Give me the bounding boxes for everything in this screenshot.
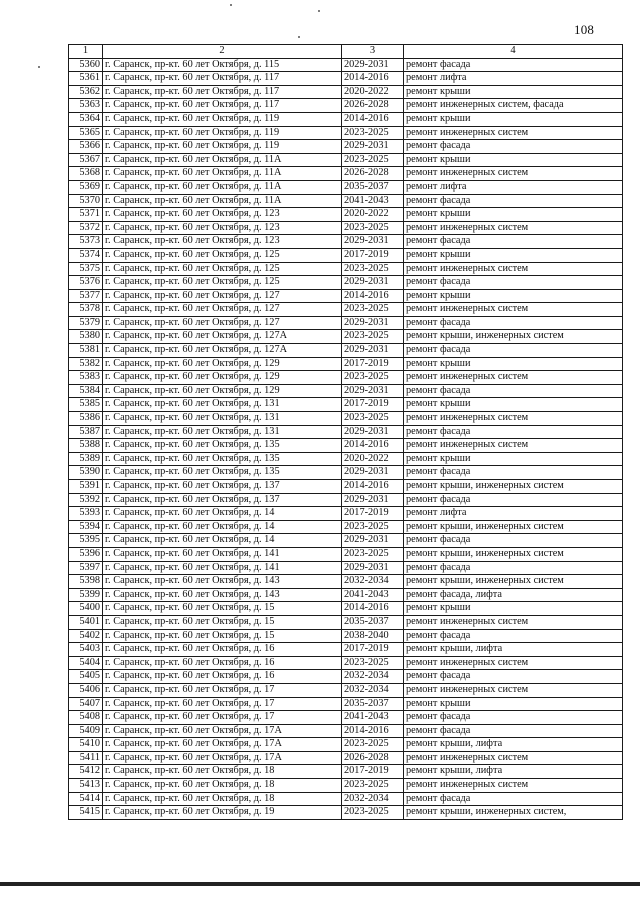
row-work-type: ремонт инженерных систем — [404, 751, 623, 765]
row-period: 2032-2034 — [342, 575, 404, 589]
scan-speck — [298, 36, 300, 38]
table-row — [69, 221, 623, 235]
row-period: 2014-2016 — [342, 72, 404, 86]
row-period: 2023-2025 — [342, 303, 404, 317]
row-work-type: ремонт фасада — [404, 235, 623, 249]
row-number: 5395 — [69, 534, 103, 548]
row-number: 5413 — [69, 779, 103, 793]
row-number: 5383 — [69, 371, 103, 385]
row-address: г. Саранск, пр-кт. 60 лет Октября, д. 135 — [103, 439, 342, 453]
row-number: 5415 — [69, 806, 103, 820]
row-number: 5402 — [69, 629, 103, 643]
row-number: 5362 — [69, 85, 103, 99]
row-work-type: ремонт фасада — [404, 194, 623, 208]
row-work-type: ремонт фасада — [404, 561, 623, 575]
row-work-type: ремонт фасада — [404, 670, 623, 684]
row-number: 5387 — [69, 425, 103, 439]
table-row — [69, 425, 623, 439]
row-number: 5414 — [69, 792, 103, 806]
table-row — [69, 806, 623, 820]
bottom-scan-border — [0, 882, 640, 886]
row-period: 2029-2031 — [342, 235, 404, 249]
table-row — [69, 235, 623, 249]
row-address: г. Саранск, пр-кт. 60 лет Октября, д. 119 — [103, 112, 342, 126]
table-row — [69, 738, 623, 752]
row-address: г. Саранск, пр-кт. 60 лет Октября, д. 127 — [103, 289, 342, 303]
row-address: г. Саранск, пр-кт. 60 лет Октября, д. 11А — [103, 194, 342, 208]
row-number: 5397 — [69, 561, 103, 575]
table-row — [69, 480, 623, 494]
page-number: 108 — [574, 22, 595, 37]
row-address: г. Саранск, пр-кт. 60 лет Октября, д. 17А — [103, 738, 342, 752]
row-address: г. Саранск, пр-кт. 60 лет Октября, д. 15 — [103, 629, 342, 643]
row-work-type: ремонт инженерных систем — [404, 683, 623, 697]
table-row — [69, 208, 623, 222]
row-period: 2035-2037 — [342, 697, 404, 711]
row-address: г. Саранск, пр-кт. 60 лет Октября, д. 14 — [103, 520, 342, 534]
table-row — [69, 384, 623, 398]
row-address: г. Саранск, пр-кт. 60 лет Октября, д. 125 — [103, 248, 342, 262]
row-number: 5389 — [69, 452, 103, 466]
header-col-address: 2 — [103, 45, 342, 59]
row-address: г. Саранск, пр-кт. 60 лет Октября, д. 125 — [103, 262, 342, 276]
table-row — [69, 520, 623, 534]
row-address: г. Саранск, пр-кт. 60 лет Октября, д. 143 — [103, 575, 342, 589]
row-address: г. Саранск, пр-кт. 60 лет Октября, д. 123 — [103, 235, 342, 249]
row-address: г. Саранск, пр-кт. 60 лет Октября, д. 11А — [103, 153, 342, 167]
row-address: г. Саранск, пр-кт. 60 лет Октября, д. 131 — [103, 425, 342, 439]
table-row — [69, 643, 623, 657]
table-row — [69, 276, 623, 290]
row-work-type: ремонт крыши, инженерных систем — [404, 330, 623, 344]
row-work-type: ремонт инженерных систем — [404, 371, 623, 385]
row-period: 2029-2031 — [342, 316, 404, 330]
row-number: 5382 — [69, 357, 103, 371]
table-row — [69, 697, 623, 711]
row-period: 2029-2031 — [342, 493, 404, 507]
row-work-type: ремонт инженерных систем — [404, 412, 623, 426]
table-row — [69, 180, 623, 194]
row-work-type: ремонт крыши, инженерных систем — [404, 520, 623, 534]
row-address: г. Саранск, пр-кт. 60 лет Октября, д. 16 — [103, 670, 342, 684]
row-period: 2029-2031 — [342, 276, 404, 290]
row-number: 5374 — [69, 248, 103, 262]
table-row — [69, 58, 623, 72]
row-address: г. Саранск, пр-кт. 60 лет Октября, д. 19 — [103, 806, 342, 820]
row-period: 2023-2025 — [342, 412, 404, 426]
row-address: г. Саранск, пр-кт. 60 лет Октября, д. 17 — [103, 711, 342, 725]
row-work-type: ремонт крыши, лифта — [404, 765, 623, 779]
table-row — [69, 112, 623, 126]
row-work-type: ремонт крыши, лифта — [404, 738, 623, 752]
row-number: 5360 — [69, 58, 103, 72]
table-row — [69, 751, 623, 765]
header-col-work-type: 4 — [404, 45, 623, 59]
row-number: 5405 — [69, 670, 103, 684]
header-col-number: 1 — [69, 45, 103, 59]
row-number: 5363 — [69, 99, 103, 113]
row-address: г. Саранск, пр-кт. 60 лет Октября, д. 129 — [103, 371, 342, 385]
row-work-type: ремонт крыши — [404, 289, 623, 303]
row-period: 2041-2043 — [342, 194, 404, 208]
row-period: 2023-2025 — [342, 520, 404, 534]
row-work-type: ремонт фасада — [404, 724, 623, 738]
row-address: г. Саранск, пр-кт. 60 лет Октября, д. 17А — [103, 724, 342, 738]
row-period: 2029-2031 — [342, 58, 404, 72]
row-period: 2014-2016 — [342, 439, 404, 453]
table-row — [69, 371, 623, 385]
row-period: 2023-2025 — [342, 221, 404, 235]
row-address: г. Саранск, пр-кт. 60 лет Октября, д. 135 — [103, 452, 342, 466]
row-work-type: ремонт фасада — [404, 629, 623, 643]
row-work-type: ремонт крыши — [404, 452, 623, 466]
row-period: 2017-2019 — [342, 507, 404, 521]
row-work-type: ремонт лифта — [404, 507, 623, 521]
repair-schedule-table — [68, 44, 623, 820]
row-work-type: ремонт лифта — [404, 72, 623, 86]
row-work-type: ремонт инженерных систем — [404, 303, 623, 317]
row-number: 5367 — [69, 153, 103, 167]
row-work-type: ремонт фасада — [404, 792, 623, 806]
row-address: г. Саранск, пр-кт. 60 лет Октября, д. 137 — [103, 493, 342, 507]
table-row — [69, 303, 623, 317]
row-period: 2026-2028 — [342, 99, 404, 113]
row-period: 2035-2037 — [342, 180, 404, 194]
row-period: 2026-2028 — [342, 751, 404, 765]
row-number: 5386 — [69, 412, 103, 426]
table-row — [69, 575, 623, 589]
header-col-period: 3 — [342, 45, 404, 59]
row-period: 2032-2034 — [342, 792, 404, 806]
row-number: 5369 — [69, 180, 103, 194]
table-row — [69, 615, 623, 629]
row-number: 5392 — [69, 493, 103, 507]
row-number: 5370 — [69, 194, 103, 208]
row-number: 5403 — [69, 643, 103, 657]
row-period: 2014-2016 — [342, 724, 404, 738]
row-period: 2023-2025 — [342, 262, 404, 276]
row-number: 5376 — [69, 276, 103, 290]
row-address: г. Саранск, пр-кт. 60 лет Октября, д. 18 — [103, 792, 342, 806]
row-number: 5391 — [69, 480, 103, 494]
row-period: 2029-2031 — [342, 466, 404, 480]
row-address: г. Саранск, пр-кт. 60 лет Октября, д. 119 — [103, 140, 342, 154]
row-address: г. Саранск, пр-кт. 60 лет Октября, д. 11А — [103, 180, 342, 194]
table-row — [69, 792, 623, 806]
row-period: 2014-2016 — [342, 289, 404, 303]
row-work-type: ремонт фасада — [404, 58, 623, 72]
row-work-type: ремонт инженерных систем — [404, 262, 623, 276]
row-number: 5371 — [69, 208, 103, 222]
row-number: 5364 — [69, 112, 103, 126]
row-address: г. Саранск, пр-кт. 60 лет Октября, д. 15 — [103, 615, 342, 629]
row-work-type: ремонт фасада — [404, 493, 623, 507]
row-number: 5372 — [69, 221, 103, 235]
table-row — [69, 588, 623, 602]
row-work-type: ремонт крыши — [404, 697, 623, 711]
row-number: 5394 — [69, 520, 103, 534]
row-number: 5375 — [69, 262, 103, 276]
row-address: г. Саранск, пр-кт. 60 лет Октября, д. 14 — [103, 507, 342, 521]
row-address: г. Саранск, пр-кт. 60 лет Октября, д. 17А — [103, 751, 342, 765]
table-row — [69, 683, 623, 697]
row-number: 5400 — [69, 602, 103, 616]
row-period: 2029-2031 — [342, 140, 404, 154]
row-address: г. Саранск, пр-кт. 60 лет Октября, д. 11А — [103, 167, 342, 181]
scan-speck — [318, 10, 320, 12]
row-number: 5365 — [69, 126, 103, 140]
table-row — [69, 670, 623, 684]
row-work-type: ремонт инженерных систем — [404, 221, 623, 235]
row-number: 5379 — [69, 316, 103, 330]
table-row — [69, 466, 623, 480]
row-period: 2035-2037 — [342, 615, 404, 629]
table-row — [69, 656, 623, 670]
row-work-type: ремонт инженерных систем — [404, 656, 623, 670]
row-period: 2023-2025 — [342, 738, 404, 752]
row-period: 2017-2019 — [342, 398, 404, 412]
row-period: 2041-2043 — [342, 711, 404, 725]
row-work-type: ремонт фасада — [404, 711, 623, 725]
row-work-type: ремонт крыши, лифта — [404, 643, 623, 657]
table-row — [69, 289, 623, 303]
row-period: 2032-2034 — [342, 683, 404, 697]
row-address: г. Саранск, пр-кт. 60 лет Октября, д. 15 — [103, 602, 342, 616]
row-work-type: ремонт фасада, лифта — [404, 588, 623, 602]
row-address: г. Саранск, пр-кт. 60 лет Октября, д. 127 — [103, 303, 342, 317]
row-work-type: ремонт крыши — [404, 112, 623, 126]
row-period: 2041-2043 — [342, 588, 404, 602]
row-period: 2032-2034 — [342, 670, 404, 684]
row-address: г. Саранск, пр-кт. 60 лет Октября, д. 135 — [103, 466, 342, 480]
row-period: 2017-2019 — [342, 248, 404, 262]
row-address: г. Саранск, пр-кт. 60 лет Октября, д. 16 — [103, 656, 342, 670]
row-address: г. Саранск, пр-кт. 60 лет Октября, д. 125 — [103, 276, 342, 290]
row-number: 5399 — [69, 588, 103, 602]
table-row — [69, 439, 623, 453]
row-address: г. Саранск, пр-кт. 60 лет Октября, д. 16 — [103, 643, 342, 657]
row-address: г. Саранск, пр-кт. 60 лет Октября, д. 17 — [103, 697, 342, 711]
row-number: 5409 — [69, 724, 103, 738]
row-work-type: ремонт крыши — [404, 208, 623, 222]
row-work-type: ремонт инженерных систем — [404, 779, 623, 793]
row-work-type: ремонт фасада — [404, 140, 623, 154]
table-row — [69, 398, 623, 412]
table-row — [69, 194, 623, 208]
row-period: 2023-2025 — [342, 806, 404, 820]
row-number: 5410 — [69, 738, 103, 752]
table-row — [69, 126, 623, 140]
scan-speck — [38, 66, 40, 68]
table-row — [69, 724, 623, 738]
table-row — [69, 534, 623, 548]
row-number: 5401 — [69, 615, 103, 629]
row-period: 2014-2016 — [342, 112, 404, 126]
row-work-type: ремонт крыши — [404, 248, 623, 262]
row-work-type: ремонт фасада — [404, 316, 623, 330]
row-period: 2023-2025 — [342, 153, 404, 167]
row-address: г. Саранск, пр-кт. 60 лет Октября, д. 141 — [103, 561, 342, 575]
table-row — [69, 330, 623, 344]
table-row — [69, 779, 623, 793]
row-number: 5398 — [69, 575, 103, 589]
row-work-type: ремонт фасада — [404, 344, 623, 358]
row-work-type: ремонт лифта — [404, 180, 623, 194]
row-address: г. Саранск, пр-кт. 60 лет Октября, д. 131 — [103, 398, 342, 412]
table-row — [69, 561, 623, 575]
row-address: г. Саранск, пр-кт. 60 лет Октября, д. 127А — [103, 344, 342, 358]
row-address: г. Саранск, пр-кт. 60 лет Октября, д. 143 — [103, 588, 342, 602]
row-period: 2029-2031 — [342, 534, 404, 548]
table-row — [69, 507, 623, 521]
row-period: 2023-2025 — [342, 656, 404, 670]
row-work-type: ремонт фасада — [404, 384, 623, 398]
table-row — [69, 72, 623, 86]
row-work-type: ремонт фасада — [404, 276, 623, 290]
row-period: 2020-2022 — [342, 452, 404, 466]
row-period: 2026-2028 — [342, 167, 404, 181]
row-number: 5412 — [69, 765, 103, 779]
row-address: г. Саранск, пр-кт. 60 лет Октября, д. 117 — [103, 99, 342, 113]
table-row — [69, 99, 623, 113]
row-period: 2014-2016 — [342, 480, 404, 494]
row-address: г. Саранск, пр-кт. 60 лет Октября, д. 18 — [103, 765, 342, 779]
row-address: г. Саранск, пр-кт. 60 лет Октября, д. 129 — [103, 357, 342, 371]
table-row — [69, 602, 623, 616]
row-period: 2014-2016 — [342, 602, 404, 616]
table-row — [69, 85, 623, 99]
row-work-type: ремонт крыши — [404, 85, 623, 99]
row-address: г. Саранск, пр-кт. 60 лет Октября, д. 17 — [103, 683, 342, 697]
table-header-row — [69, 45, 623, 59]
table-row — [69, 344, 623, 358]
row-period: 2029-2031 — [342, 344, 404, 358]
row-number: 5396 — [69, 547, 103, 561]
row-number: 5366 — [69, 140, 103, 154]
row-number: 5378 — [69, 303, 103, 317]
row-number: 5404 — [69, 656, 103, 670]
row-period: 2023-2025 — [342, 547, 404, 561]
row-work-type: ремонт крыши — [404, 153, 623, 167]
row-address: г. Саранск, пр-кт. 60 лет Октября, д. 127А — [103, 330, 342, 344]
row-number: 5385 — [69, 398, 103, 412]
row-period: 2023-2025 — [342, 779, 404, 793]
row-address: г. Саранск, пр-кт. 60 лет Октября, д. 18 — [103, 779, 342, 793]
row-period: 2029-2031 — [342, 561, 404, 575]
row-address: г. Саранск, пр-кт. 60 лет Октября, д. 117 — [103, 85, 342, 99]
row-number: 5407 — [69, 697, 103, 711]
row-address: г. Саранск, пр-кт. 60 лет Октября, д. 123 — [103, 221, 342, 235]
row-period: 2017-2019 — [342, 765, 404, 779]
row-period: 2017-2019 — [342, 357, 404, 371]
row-address: г. Саранск, пр-кт. 60 лет Октября, д. 117 — [103, 72, 342, 86]
row-address: г. Саранск, пр-кт. 60 лет Октября, д. 131 — [103, 412, 342, 426]
row-address: г. Саранск, пр-кт. 60 лет Октября, д. 123 — [103, 208, 342, 222]
row-number: 5380 — [69, 330, 103, 344]
row-work-type: ремонт крыши — [404, 357, 623, 371]
row-period: 2023-2025 — [342, 371, 404, 385]
row-number: 5373 — [69, 235, 103, 249]
row-work-type: ремонт инженерных систем — [404, 167, 623, 181]
table-row — [69, 167, 623, 181]
row-number: 5390 — [69, 466, 103, 480]
row-period: 2023-2025 — [342, 330, 404, 344]
row-number: 5406 — [69, 683, 103, 697]
row-work-type: ремонт инженерных систем — [404, 439, 623, 453]
row-address: г. Саранск, пр-кт. 60 лет Октября, д. 141 — [103, 547, 342, 561]
row-work-type: ремонт фасада — [404, 425, 623, 439]
row-number: 5408 — [69, 711, 103, 725]
row-work-type: ремонт крыши, инженерных систем — [404, 575, 623, 589]
row-work-type: ремонт крыши, инженерных систем, — [404, 806, 623, 820]
row-work-type: ремонт крыши — [404, 398, 623, 412]
row-work-type: ремонт инженерных систем — [404, 615, 623, 629]
row-number: 5388 — [69, 439, 103, 453]
row-number: 5381 — [69, 344, 103, 358]
table-row — [69, 452, 623, 466]
row-address: г. Саранск, пр-кт. 60 лет Октября, д. 129 — [103, 384, 342, 398]
row-number: 5393 — [69, 507, 103, 521]
row-period: 2020-2022 — [342, 208, 404, 222]
table-row — [69, 765, 623, 779]
table-row — [69, 140, 623, 154]
table-row — [69, 316, 623, 330]
row-work-type: ремонт инженерных систем, фасада — [404, 99, 623, 113]
row-number: 5384 — [69, 384, 103, 398]
row-period: 2029-2031 — [342, 425, 404, 439]
row-period: 2038-2040 — [342, 629, 404, 643]
row-work-type: ремонт крыши, инженерных систем — [404, 480, 623, 494]
table-row — [69, 493, 623, 507]
row-number: 5361 — [69, 72, 103, 86]
row-address: г. Саранск, пр-кт. 60 лет Октября, д. 127 — [103, 316, 342, 330]
row-work-type: ремонт крыши, инженерных систем — [404, 547, 623, 561]
row-address: г. Саранск, пр-кт. 60 лет Октября, д. 115 — [103, 58, 342, 72]
table-row — [69, 412, 623, 426]
table-body — [69, 58, 623, 819]
table-row — [69, 357, 623, 371]
row-address: г. Саранск, пр-кт. 60 лет Октября, д. 14 — [103, 534, 342, 548]
row-work-type: ремонт инженерных систем — [404, 126, 623, 140]
scan-speck — [230, 4, 232, 6]
row-number: 5368 — [69, 167, 103, 181]
row-address: г. Саранск, пр-кт. 60 лет Октября, д. 119 — [103, 126, 342, 140]
row-number: 5377 — [69, 289, 103, 303]
row-period: 2017-2019 — [342, 643, 404, 657]
row-number: 5411 — [69, 751, 103, 765]
table-row — [69, 153, 623, 167]
table-row — [69, 248, 623, 262]
row-address: г. Саранск, пр-кт. 60 лет Октября, д. 137 — [103, 480, 342, 494]
table-row — [69, 262, 623, 276]
row-period: 2029-2031 — [342, 384, 404, 398]
row-period: 2023-2025 — [342, 126, 404, 140]
table-row — [69, 629, 623, 643]
row-work-type: ремонт крыши — [404, 602, 623, 616]
row-period: 2020-2022 — [342, 85, 404, 99]
table-row — [69, 547, 623, 561]
row-work-type: ремонт фасада — [404, 466, 623, 480]
row-work-type: ремонт фасада — [404, 534, 623, 548]
table-row — [69, 711, 623, 725]
